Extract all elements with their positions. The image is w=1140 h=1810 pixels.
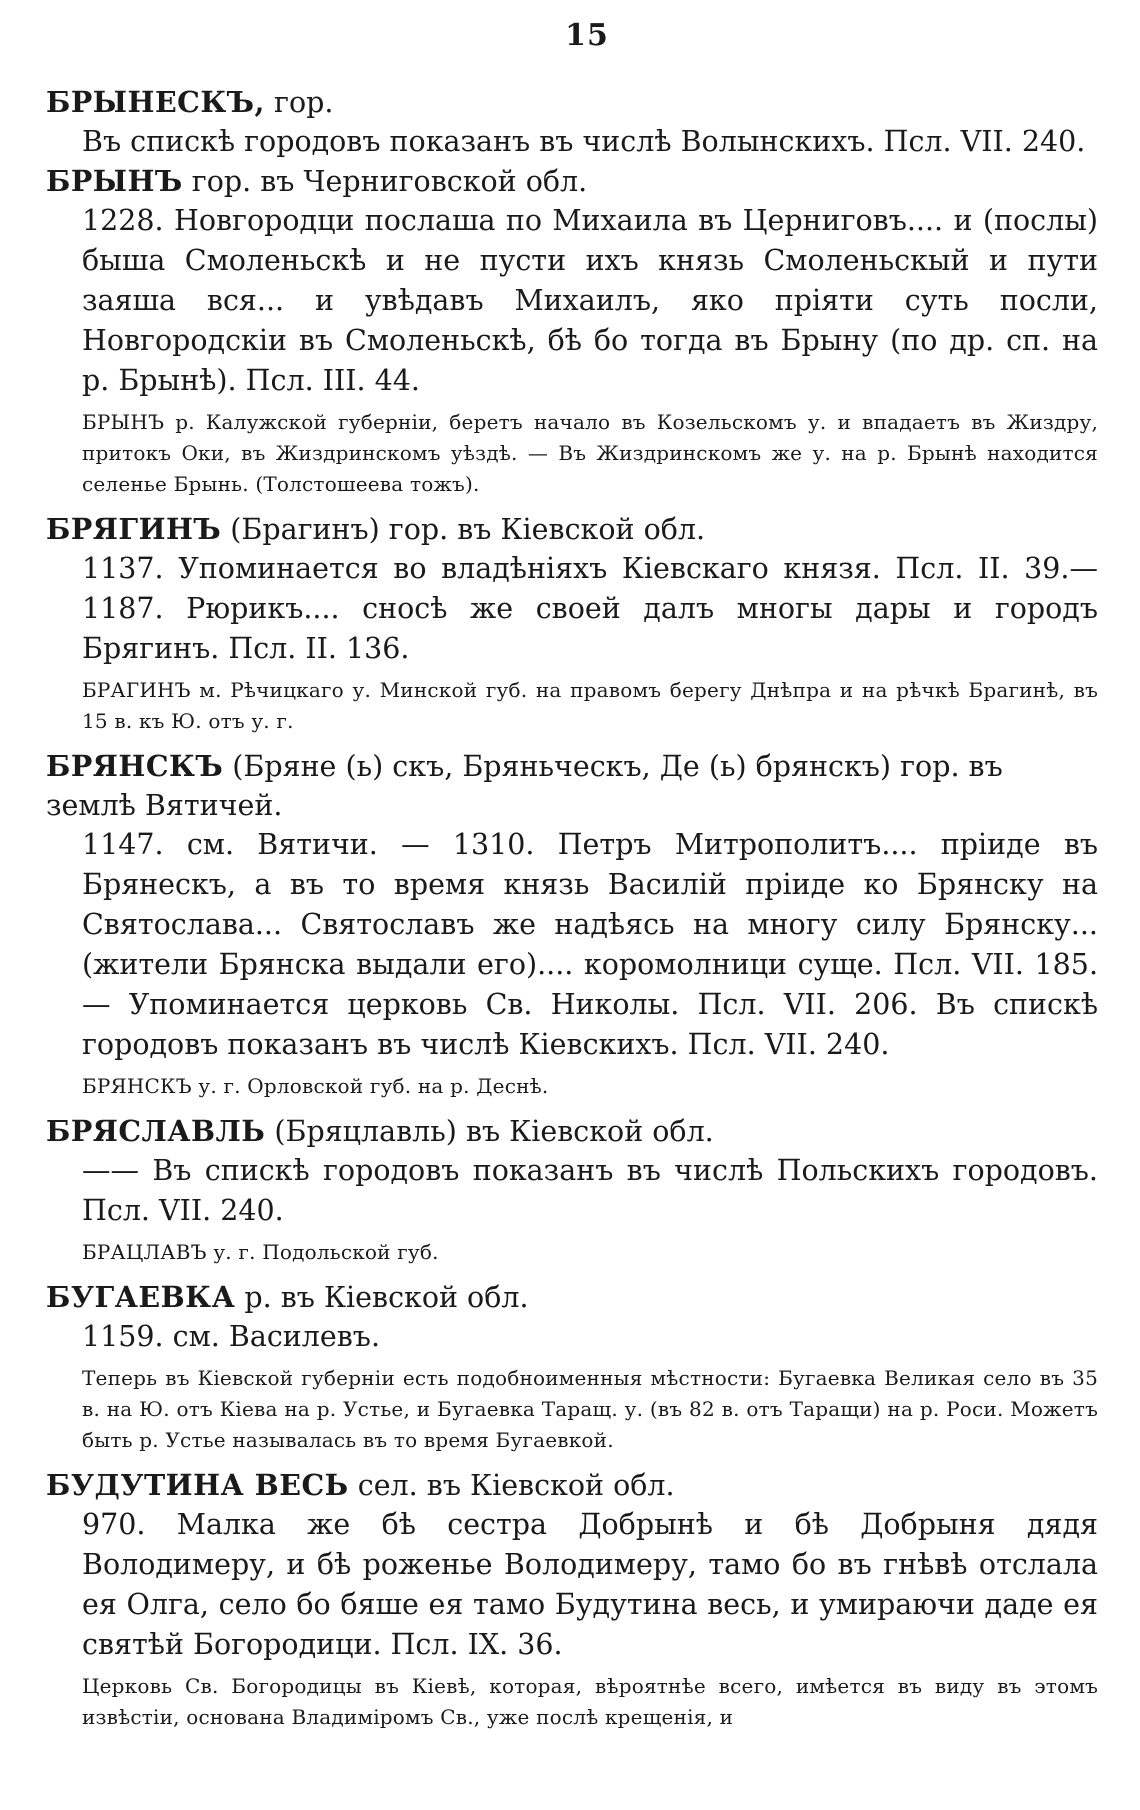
entry-text: —— Въ спискѣ городовъ показанъ въ числѣ Польскихъ городовъ. Псл. VII. 240. xyxy=(82,1154,1098,1227)
entry-keyword: БУДУТИНА ВЕСЬ xyxy=(46,1468,349,1502)
entry-heading xyxy=(46,1112,1098,1151)
entry-bryagin xyxy=(46,510,1098,737)
entry-heading-rest: гор. въ Черниговской обл. xyxy=(182,165,588,198)
entry-keyword: БРЯГИНЪ xyxy=(46,512,222,546)
entry-keyword: БРЯНСКЪ xyxy=(46,749,224,783)
entry-note: БРЫНЪ р. Калужской губерніи, беретъ начало въ Козельскомъ у. и впадаетъ въ Жиздру, притокъ Оки, въ Жиздринскомъ уѣздѣ. — Въ Жиздринскомъ же у. на р. Брынѣ находится селенье Брынь. (Толстошеева тожъ). xyxy=(82,410,1098,496)
entry-note: БРАЦЛАВЪ у. г. Подольской губ. xyxy=(82,1240,439,1264)
entry-heading-rest: (Бряне (ь) скъ, Бряньческъ, Де (ь) брянскъ) гор. въ землѣ Вятичей. xyxy=(46,750,1003,822)
entry-heading-rest: (Бряцлавль) въ Кіевской обл. xyxy=(265,1115,714,1148)
entry-heading-rest: гор. xyxy=(264,86,334,119)
entry-heading xyxy=(46,1278,1098,1317)
entry-heading xyxy=(46,510,1098,549)
entry-heading xyxy=(46,1466,1098,1505)
entry-keyword: БУГАЕВКА xyxy=(46,1280,236,1314)
entry-text: 1137. Упоминается во владѣніяхъ Кіевскаго князя. Псл. II. 39.— 1187. Рюрикъ.... сносѣ же своей далъ многы дары и городъ Брягинъ. Псл. II. 136. xyxy=(82,552,1098,665)
entry-bugaevka xyxy=(46,1278,1098,1456)
entry-budutina-ves xyxy=(46,1466,1098,1733)
entry-note: Теперь въ Кіевской губерніи есть подобноименныя мѣстности: Бугаевка Великая село въ 35 в. на Ю. отъ Кіева на р. Устье, и Бугаевка Таращ. у. (въ 82 в. отъ Таращи) на р. Роси. Можетъ быть р. Устье называлась въ то время Бугаевкой. xyxy=(82,1366,1098,1452)
entry-text: 1147. см. Вятичи. — 1310. Петръ Митрополитъ.... пріиде въ Брянескъ, а въ то время князь Василій пріиде ко Брянску на Святослава... Святославъ же надѣясь на многу силу Брянску... (жители Брянска выдали его).... коромолници суще. Псл. VII. 185. — Упоминается церковь Св. Николы. Псл. VII. 206. Въ спискѣ городовъ показанъ въ числѣ Кіевскихъ. Псл. VII. 240. xyxy=(82,828,1098,1061)
entry-note: БРЯНСКЪ у. г. Орловской губ. на р. Деснѣ. xyxy=(82,1074,549,1098)
entry-heading xyxy=(46,83,1098,122)
entry-note: Церковь Св. Богородицы въ Кіевѣ, которая, вѣроятнѣе всего, имѣется въ виду въ этомъ извѣстіи, основана Владиміромъ Св., уже послѣ крещенія, и xyxy=(82,1674,1098,1729)
entry-brynesk xyxy=(46,83,1098,162)
entry-keyword: БРЫНЕСКЪ, xyxy=(46,85,265,119)
entry-bryaslavl xyxy=(46,1112,1098,1268)
entry-bryn xyxy=(46,162,1098,500)
entry-text: 1159. см. Василевъ. xyxy=(82,1320,380,1353)
entry-keyword: БРЫНЪ xyxy=(46,164,183,198)
entry-keyword: БРЯСЛАВЛЬ xyxy=(46,1114,266,1148)
page-number: 15 xyxy=(565,18,609,53)
entry-text: Въ спискѣ городовъ показанъ въ числѣ Волынскихъ. Псл. VII. 240. xyxy=(82,125,1086,158)
entry-text: 970. Малка же бѣ сестра Добрынѣ и бѣ Добрыня дядя Володимеру, и бѣ роженье Володимеру, тамо бо въ гнѣвѣ отслала ея Олга, село бо бяше ея тамо Будутина весь, и умираючи даде ея святѣй Богородици. Псл. IX. 36. xyxy=(82,1508,1098,1661)
entry-note: БРАГИНЪ м. Рѣчицкаго у. Минской губ. на правомъ берегу Днѣпра и на рѣчкѣ Брагинѣ, въ 15 в. къ Ю. отъ у. г. xyxy=(82,678,1098,733)
entry-bryansk xyxy=(46,747,1098,1102)
entry-heading-rest: (Брагинъ) гор. въ Кіевской обл. xyxy=(221,513,706,546)
entry-heading-rest: р. въ Кіевской обл. xyxy=(235,1281,529,1314)
entry-text: 1228. Новгородци послаша по Михаила въ Церниговъ.... и (послы) быша Смоленьскѣ и не пусти ихъ князь Смоленьскый и пути заяша вся... и увѣдавъ Михаилъ, яко пріяти суть посли, Новгородскіи въ Смоленьскѣ, бѣ бо тогда въ Брыну (по др. сп. на р. Брынѣ). Псл. III. 44. xyxy=(82,204,1098,397)
entry-heading xyxy=(46,747,1098,825)
entry-heading-rest: сел. въ Кіевской обл. xyxy=(348,1469,675,1502)
entry-heading xyxy=(46,162,1098,201)
